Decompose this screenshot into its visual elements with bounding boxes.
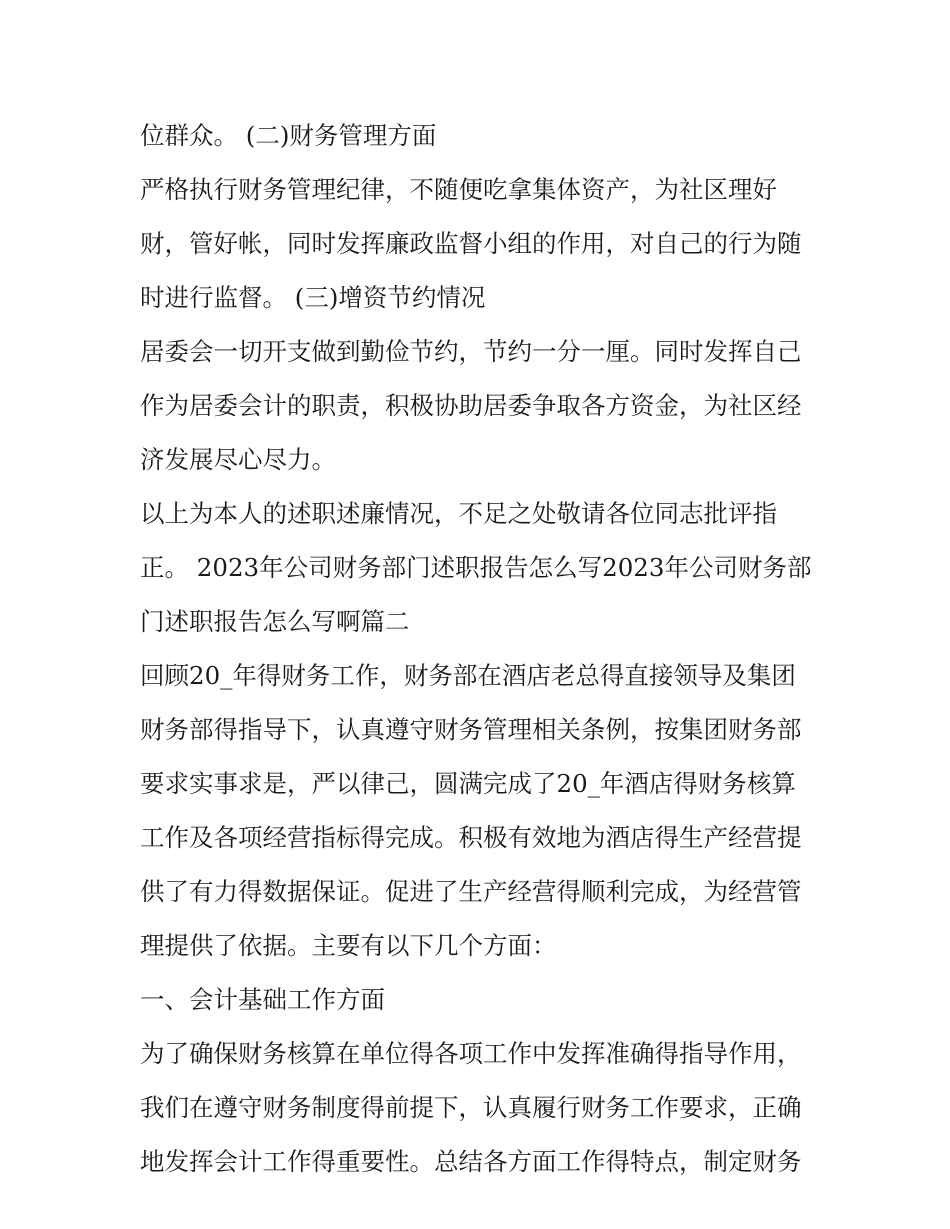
paragraph-5: 回顾20_年得财务工作，财务部在酒店老总得直接领导及集团财务部得指导下，认真遵守财务管理相关条例，按集团财务部要求实事求是，严以律己，圆满完成了20_年酒店得财务核算工作及各项经营指标得完成。积极有效地为酒店得生产经营提供了有力得数据保证。促进了生产经营得顺利完成，为经营管理提供了依据。主要有以下几个方面： <box>140 661 802 960</box>
paragraph-1: 位群众。 (二)财务管理方面 <box>140 121 437 150</box>
paragraph-2: 严格执行财务管理纪律，不随便吃拿集体资产，为社区理好财，管好帐，同时发挥廉政监督小组的作用，对自己的行为随时进行监督。 (三)增资节约情况 <box>140 175 802 312</box>
section-heading: 一、会计基础工作方面 <box>140 985 385 1014</box>
paragraph-7: 为了确保财务核算在单位得各项工作中发挥准确得指导作用，我们在遵守财务制度得前提下，认真履行财务工作要求，正确地发挥会计工作得重要性。总结各方面工作得特点，制定财务 <box>140 1039 802 1176</box>
paragraph-4: 以上为本人的述职述廉情况，不足之处敬请各位同志批评指正。 2023年公司财务部门述职报告怎么写2023年公司财务部门述职报告怎么写啊篇二 <box>140 499 812 636</box>
document-body <box>140 109 820 1189</box>
paragraph-3: 居委会一切开支做到勤俭节约，节约一分一厘。同时发挥自己作为居委会计的职责，积极协助居委争取各方资金，为社区经济发展尽心尽力。 <box>140 337 802 474</box>
